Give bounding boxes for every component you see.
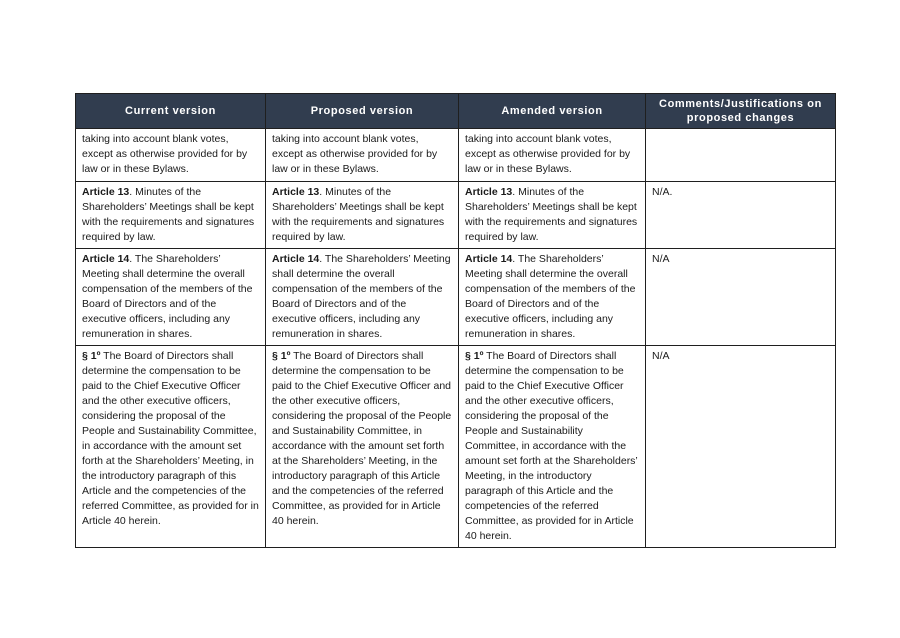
cell-proposed xyxy=(266,129,459,182)
cell-proposed xyxy=(266,346,459,548)
bylaws-comparison-table-container xyxy=(75,93,835,548)
cell-text: N/A. xyxy=(652,186,673,198)
table-row-continuation xyxy=(76,129,836,182)
cell-comments xyxy=(646,346,836,548)
cell-current xyxy=(76,129,266,182)
cell-bold-text: § 1º xyxy=(82,350,101,362)
cell-text: The Board of Directors shall determine the compensation to be paid to the Chief Executive Officer and the other executive officers, considering the proposal of the People and Sustainability Committee, in accordance with the amount set forth at the Shareholders’ Meeting, in the introductory paragraph of this Article and the competencies of the referred Committee, as provided for in Article 40 herein. xyxy=(465,350,638,542)
cell-text: N/A xyxy=(652,350,670,362)
column-header-current-version: Current version xyxy=(76,94,266,129)
cell-text: taking into account blank votes, except as otherwise provided for by law or in these Bylaws. xyxy=(465,133,631,175)
column-header-amended-version: Amended version xyxy=(459,94,646,129)
cell-amended xyxy=(459,182,646,249)
cell-current xyxy=(76,249,266,346)
cell-bold-text: § 1º xyxy=(272,350,291,362)
column-header-proposed-version: Proposed version xyxy=(266,94,459,129)
cell-text: . Minutes of the Shareholders’ Meetings shall be kept with the requirements and signatures required by law. xyxy=(272,186,445,243)
cell-current xyxy=(76,346,266,548)
cell-text: The Board of Directors shall determine the compensation to be paid to the Chief Executive Officer and the other executive officers, considering the proposal of the People and Sustainability Committee, in accordance with the amount set forth at the Shareholders’ Meeting, in the introductory paragraph of this Article and the competencies of the referred Committee, as provided for in Article 40 herein. xyxy=(82,350,259,527)
cell-bold-text: Article 14 xyxy=(465,253,513,265)
cell-proposed xyxy=(266,249,459,346)
table-row-article-13 xyxy=(76,182,836,249)
cell-text: The Board of Directors shall determine the compensation to be paid to the Chief Executive Officer and the other executive officers, considering the proposal of the People and Sustainability Committee, in accordance with the amount set forth at the Shareholders’ Meeting, in the introductory paragraph of this Article and the competencies of the referred Committee, as provided for in Article 40 herein. xyxy=(272,350,452,527)
header-row xyxy=(76,94,836,129)
table-row-paragraph-1 xyxy=(76,346,836,548)
cell-text: . The Shareholders’ Meeting shall determine the overall compensation of the members of the Board of Directors and of the executive officers, including any remuneration in shares. xyxy=(272,253,451,340)
cell-amended xyxy=(459,249,646,346)
cell-bold-text: Article 14 xyxy=(272,253,320,265)
cell-text: taking into account blank votes, except as otherwise provided for by law or in these Bylaws. xyxy=(272,133,438,175)
cell-comments xyxy=(646,182,836,249)
cell-text: . The Shareholders’ Meeting shall determine the overall compensation of the members of the Board of Directors and of the executive officers, including any remuneration in shares. xyxy=(82,253,253,340)
column-header-comments: Comments/Justifications on proposed changes xyxy=(646,94,836,129)
cell-bold-text: Article 13 xyxy=(465,186,513,198)
cell-text: N/A xyxy=(652,253,670,265)
cell-bold-text: Article 13 xyxy=(272,186,320,198)
cell-amended xyxy=(459,129,646,182)
cell-amended xyxy=(459,346,646,548)
cell-text: . Minutes of the Shareholders’ Meetings shall be kept with the requirements and signatures required by law. xyxy=(465,186,638,243)
cell-current xyxy=(76,182,266,249)
cell-bold-text: Article 14 xyxy=(82,253,130,265)
bylaws-comparison-table xyxy=(75,93,836,548)
cell-proposed xyxy=(266,182,459,249)
cell-text: . Minutes of the Shareholders’ Meetings shall be kept with the requirements and signatures required by law. xyxy=(82,186,255,243)
cell-comments xyxy=(646,129,836,182)
table-row-article-14 xyxy=(76,249,836,346)
cell-comments xyxy=(646,249,836,346)
cell-text: taking into account blank votes, except as otherwise provided for by law or in these Bylaws. xyxy=(82,133,248,175)
cell-text: . The Shareholders’ Meeting shall determine the overall compensation of the members of the Board of Directors and of the executive officers, including any remuneration in shares. xyxy=(465,253,636,340)
cell-bold-text: Article 13 xyxy=(82,186,130,198)
cell-bold-text: § 1º xyxy=(465,350,484,362)
